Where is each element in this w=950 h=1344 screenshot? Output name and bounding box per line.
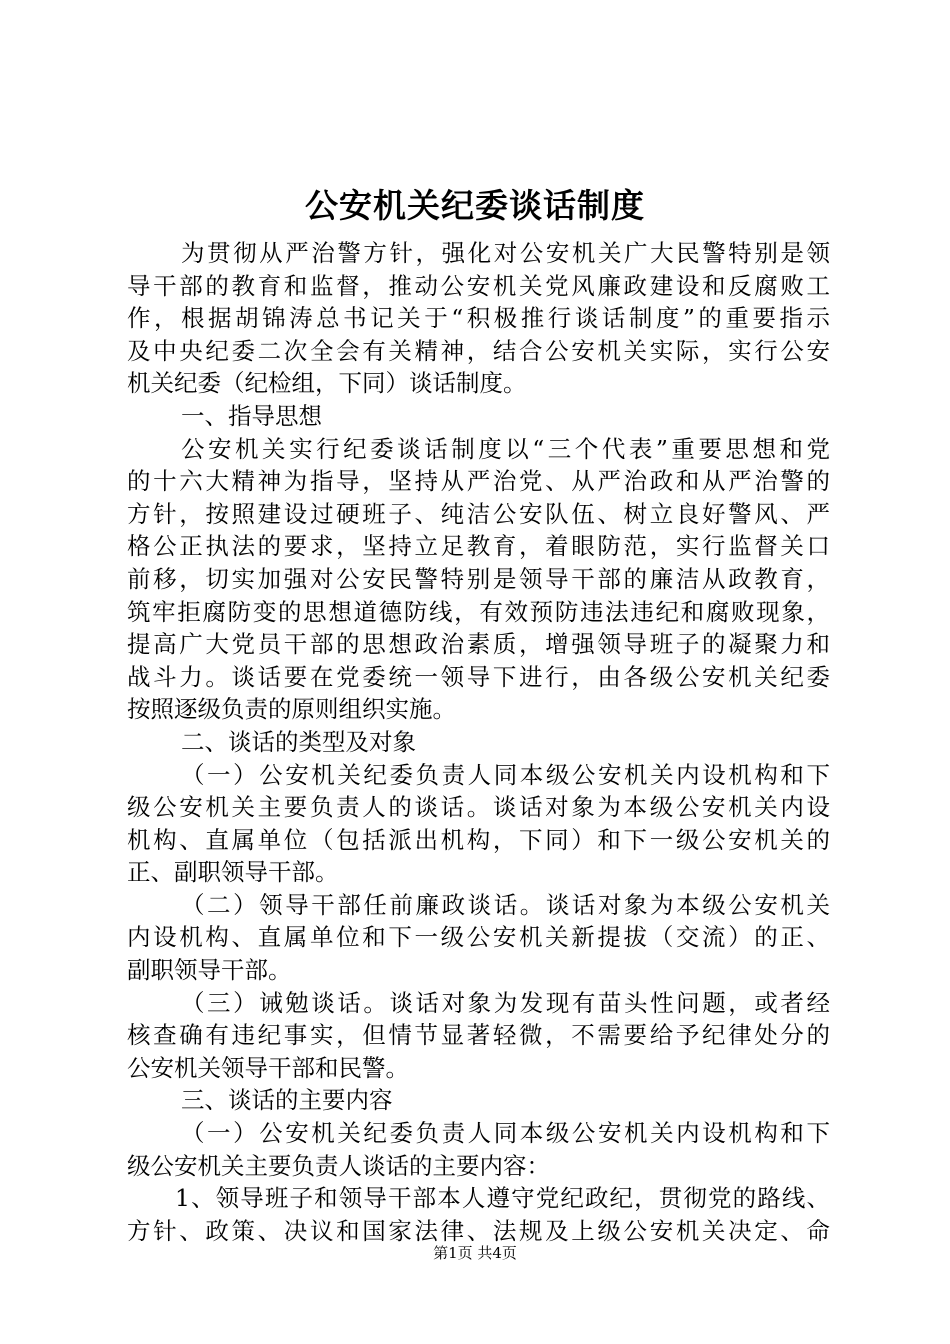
text-line: 机构、直属单位（包括派出机构，下同）和下一级公安机关的 <box>127 825 830 854</box>
text-line: 方针、政策、决议和国家法律、法规及上级公安机关决定、命 <box>127 1216 830 1245</box>
text-line: 方针，按照建设过硬班子、纯洁公安队伍、树立良好警风、严 <box>127 499 830 528</box>
text-line: 的十六大精神为指导，坚持从严治党、从严治政和从严治警的 <box>127 467 830 496</box>
text-line: （一）公安机关纪委负责人同本级公安机关内设机构和下 <box>181 1119 830 1148</box>
text-line: 格公正执法的要求，坚持立足教育，着眼防范，实行监督关口 <box>127 532 830 561</box>
text-line: 战斗力。谈话要在党委统一领导下进行，由各级公安机关纪委 <box>127 662 830 691</box>
text-line: 三、谈话的主要内容 <box>181 1086 393 1115</box>
text-line: 及中央纪委二次全会有关精神，结合公安机关实际，实行公安 <box>127 336 830 365</box>
text-line: 二、谈话的类型及对象 <box>181 727 416 756</box>
text-line: 副职领导干部。 <box>127 956 292 985</box>
text-line: 正、副职领导干部。 <box>127 858 339 887</box>
text-line: 导干部的教育和监督，推动公安机关党风廉政建设和反腐败工 <box>127 271 830 300</box>
text-line: 内设机构、直属单位和下一级公安机关新提拔（交流）的正、 <box>127 923 830 952</box>
text-line: （二）领导干部任前廉政谈话。谈话对象为本级公安机关 <box>181 890 830 919</box>
text-line: 一、指导思想 <box>181 401 322 430</box>
text-line: 提高广大党员干部的思想政治素质，增强领导班子的凝聚力和 <box>127 630 830 659</box>
document-title: 公安机关纪委谈话制度 <box>305 186 645 225</box>
text-line: 按照逐级负责的原则组织实施。 <box>127 695 456 724</box>
text-line: 公安机关领导干部和民警。 <box>127 1053 409 1082</box>
text-line: 作，根据胡锦涛总书记关于“积极推行谈话制度”的重要指示 <box>127 304 830 333</box>
page-footer: 第1页 共4页 <box>433 1244 517 1262</box>
text-line: 级公安机关主要负责人谈话的主要内容： <box>127 1151 550 1180</box>
document-body <box>127 237 830 1247</box>
text-line: 级公安机关主要负责人的谈话。谈话对象为本级公安机关内设 <box>127 793 830 822</box>
text-line: 前移，切实加强对公安民警特别是领导干部的廉洁从政教育， <box>127 564 830 593</box>
text-line: 核查确有违纪事实，但情节显著轻微，不需要给予纪律处分的 <box>127 1021 830 1050</box>
text-line: 1、领导班子和领导干部本人遵守党纪政纪，贯彻党的路线、 <box>175 1184 830 1213</box>
text-line: 为贯彻从严治警方针，强化对公安机关广大民警特别是领 <box>181 239 830 267</box>
text-line: 公安机关实行纪委谈话制度以“三个代表”重要思想和党 <box>181 434 830 463</box>
text-line: （一）公安机关纪委负责人同本级公安机关内设机构和下 <box>181 760 830 789</box>
text-line: 筑牢拒腐防变的思想道德防线，有效预防违法违纪和腐败现象， <box>127 597 830 626</box>
text-line: （三）诫勉谈话。谈话对象为发现有苗头性问题，或者经 <box>181 988 830 1017</box>
text-line: 机关纪委（纪检组，下同）谈话制度。 <box>127 369 527 398</box>
